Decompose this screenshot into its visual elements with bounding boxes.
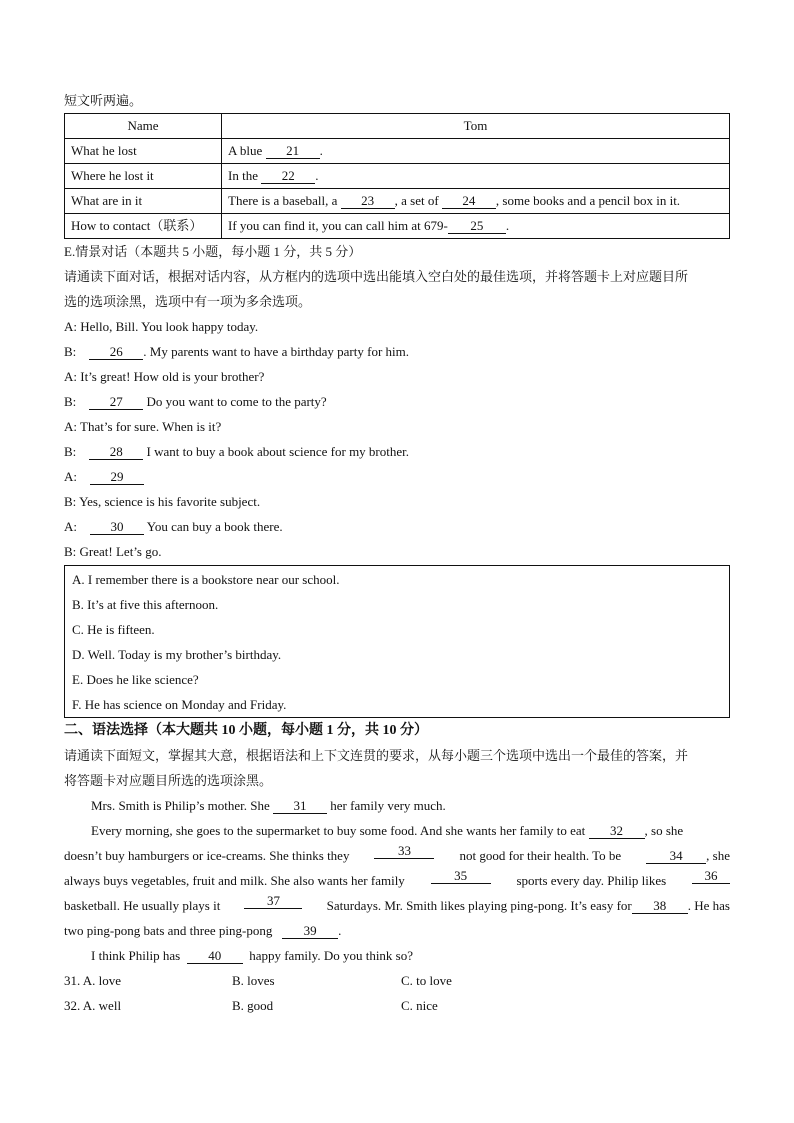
passage-text: . He has [687,898,730,913]
dialogue-line [64,364,730,389]
choice-a[interactable]: 31. A. love [64,973,122,988]
passage-line [64,868,730,893]
dialogue-text: That’s for sure. When is it? [80,419,222,434]
dialogue-text: I want to buy a book about science for my brother. [143,444,410,459]
dialogue-line [64,539,730,564]
dialogue-text: It’s great! How old is your brother? [80,369,265,384]
table-header-name: Name [65,114,222,139]
dialogue-line [64,514,730,539]
section-2-instruction: 请通读下面短文，掌握其大意，根据语法和上下文连贯的要求，从每小题三个选项中选出一个最佳的答案，并 [64,748,689,763]
passage-text: her family very much. [330,798,446,813]
row-text: If you can find it, you can call him at 679- [228,218,448,233]
passage-text: two ping-pong bats and three ping-pong [64,923,273,938]
blank-25[interactable]: 25 [448,218,506,234]
section-e-instruction: 选的选项涂黑，选项中有一项为多余选项。 [64,294,312,309]
passage-text: I think Philip has [91,948,181,963]
passage-text: Saturdays. Mr. Smith likes playing ping-pong. It’s easy for [326,898,632,913]
passage-line [64,818,730,843]
passage-text: doesn’t buy hamburgers or ice-creams. She thinks they [64,848,350,863]
dialogue-line [64,314,730,339]
option-a: A. I remember there is a bookstore near our school. [72,572,340,587]
dialogue [64,314,730,564]
blank-30[interactable]: 30 [90,519,144,535]
option-c: C. He is fifteen. [72,622,155,637]
passage-text: Mrs. Smith is Philip’s mother. She [91,798,270,813]
exam-page [64,88,730,1018]
speaker: B: [64,344,77,359]
row-text: , some books and a pencil box in it. [495,193,681,208]
table-row [65,164,730,189]
section-e-instruction: 请通读下面对话，根据对话内容，从方框内的选项中选出能填入空白处的最佳选项，并将答题卡上对应题目所 [64,269,689,284]
row-text: A blue [228,143,263,158]
dialogue-text: Do you want to come to the party? [143,394,327,409]
blank-28[interactable]: 28 [89,444,143,460]
section-e-title: E.情景对话（本题共 5 小题，每小题 1 分，共 5 分） [64,244,362,259]
row-value [222,164,730,189]
table-row [65,189,730,214]
choice-c[interactable]: C. nice [401,998,438,1013]
row-text: There is a baseball, a [228,193,338,208]
row-label: What he lost [65,139,222,164]
option-b: B. It’s at five this afternoon. [72,597,219,612]
blank-34[interactable]: 34 [646,848,706,864]
blank-35[interactable]: 35 [431,868,491,884]
speaker: B: [64,494,77,509]
table-header-tom: Tom [222,114,730,139]
speaker: A: [64,419,77,434]
passage-line [64,843,730,868]
passage-text: sports every day. Philip likes [516,873,667,888]
row-text: . [505,218,510,233]
dialogue-line [64,489,730,514]
passage-line [64,893,730,918]
dialogue-text: Hello, Bill. You look happy today. [80,319,259,334]
dialogue-text: Yes, science is his favorite subject. [79,494,261,509]
blank-39[interactable]: 39 [282,923,338,939]
table-row [65,139,730,164]
blank-36[interactable]: 36 [692,868,730,884]
blank-26[interactable]: 26 [89,344,143,360]
passage-line [64,793,730,818]
passage-text: happy family. Do you think so? [249,948,414,963]
option-d: D. Well. Today is my brother’s birthday. [72,647,282,662]
choice-a[interactable]: 32. A. well [64,998,122,1013]
blank-24[interactable]: 24 [442,193,496,209]
option-e: E. Does he like science? [72,672,199,687]
blank-31[interactable]: 31 [273,798,327,814]
dialogue-line [64,464,730,489]
dialogue-text: Great! Let’s go. [79,544,162,559]
row-text: . [319,143,323,158]
choice-b[interactable]: B. loves [232,973,275,988]
speaker: B: [64,394,77,409]
speaker: A: [64,519,77,534]
answer-choice-row [64,968,730,993]
passage-text: Every morning, she goes to the supermarket to buy some food. And she wants her family to eat [91,823,586,838]
speaker: A: [64,469,77,484]
blank-33[interactable]: 33 [374,843,434,859]
speaker: A: [64,319,77,334]
passage-text: always buys vegetables, fruit and milk. She also wants her family [64,873,405,888]
blank-27[interactable]: 27 [89,394,143,410]
passage-line [64,918,730,943]
row-value [222,139,730,164]
row-label: How to contact（联系） [65,214,222,239]
row-text: In the [228,168,258,183]
dialogue-line [64,389,730,414]
table-row [65,214,730,239]
lost-item-table [64,113,730,239]
dialogue-text: You can buy a book there. [144,519,283,534]
dialogue-line [64,439,730,464]
passage-text: basketball. He usually plays it [64,898,221,913]
speaker: B: [64,444,77,459]
dialogue-line [64,414,730,439]
blank-21[interactable]: 21 [266,143,320,159]
blank-32[interactable]: 32 [589,823,645,839]
row-text: . [315,168,319,183]
dialogue-text: . My parents want to have a birthday party for him. [143,344,410,359]
passage-text: , so she [644,823,684,838]
passage-line [64,943,730,968]
passage-text: , she [706,848,730,863]
choice-b[interactable]: B. good [232,998,274,1013]
speaker: B: [64,544,77,559]
passage-text: not good for their health. To be [459,848,622,863]
choice-c[interactable]: C. to love [401,973,452,988]
speaker: A: [64,369,77,384]
passage-text: . [338,923,342,938]
blank-37[interactable]: 37 [244,893,302,909]
blank-23[interactable]: 23 [341,193,395,209]
blank-40[interactable]: 40 [187,948,243,964]
intro-line: 短文听两遍。 [64,93,143,108]
section-2-instruction: 将答题卡对应题目所选的选项涂黑。 [64,773,273,788]
row-value [222,189,730,214]
section-2-title: 二、语法选择（本大题共 10 小题，每小题 1 分，共 10 分） [64,723,428,738]
row-value [222,214,730,239]
table-header-row [65,114,730,139]
blank-29[interactable]: 29 [90,469,144,485]
row-label: Where he lost it [65,164,222,189]
blank-22[interactable]: 22 [261,168,315,184]
row-label: What are in it [65,189,222,214]
option-f: F. He has science on Monday and Friday. [72,697,287,712]
row-text: , a set of [394,193,439,208]
blank-38[interactable]: 38 [632,898,688,914]
dialogue-line [64,339,730,364]
options-box [64,565,730,718]
answer-choice-row [64,993,730,1018]
